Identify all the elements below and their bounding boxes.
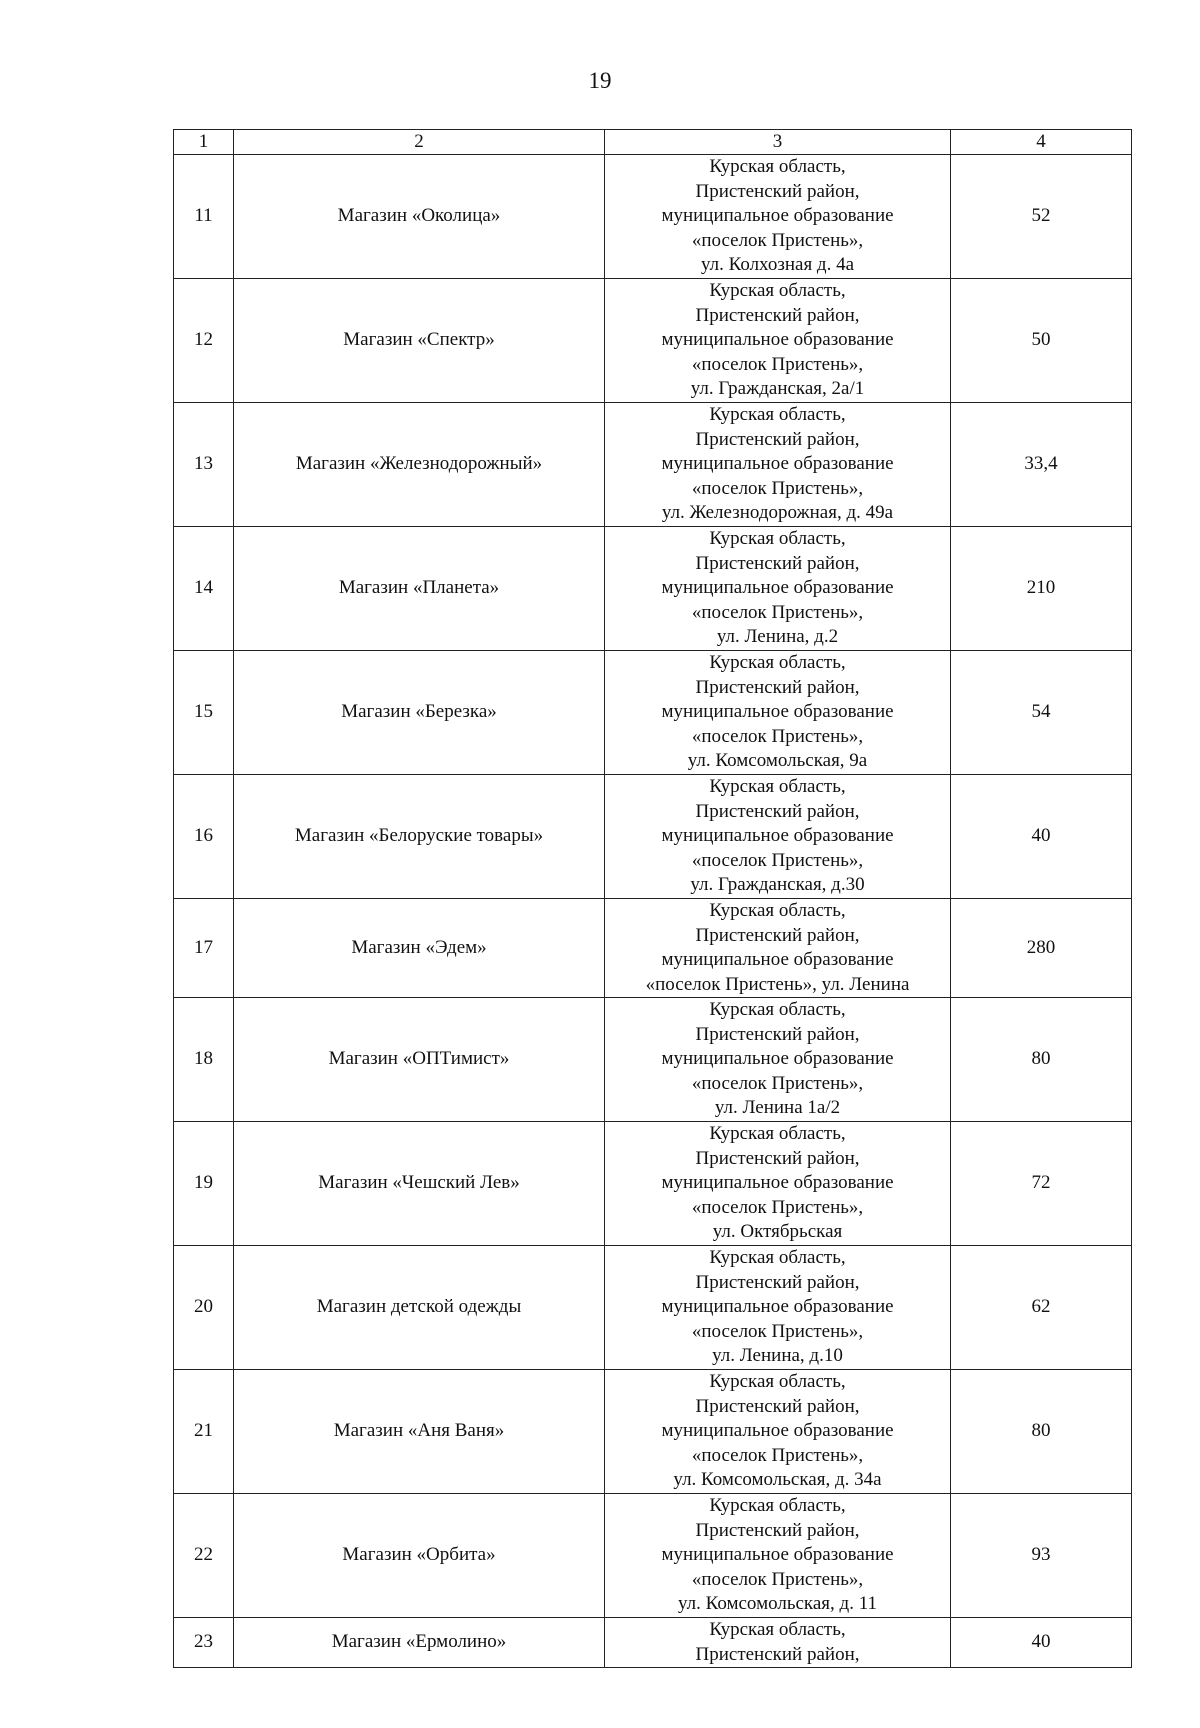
address-line: муниципальное образование bbox=[661, 825, 894, 847]
address-line: Курская область, bbox=[709, 1247, 846, 1269]
address-line: муниципальное образование bbox=[661, 949, 894, 970]
address-line: муниципальное образование bbox=[661, 453, 894, 475]
address-line: Пристенский район, bbox=[695, 1023, 860, 1045]
address-line: Пристенский район, bbox=[695, 1643, 860, 1665]
address-line: ул. Комсомольская, д. 11 bbox=[677, 1593, 878, 1615]
address-cell bbox=[605, 899, 951, 998]
area-value-cell: 280 bbox=[951, 899, 1132, 998]
address-line: «поселок Пристень», bbox=[691, 229, 864, 251]
row-number-cell: 22 bbox=[174, 1494, 234, 1618]
address-line: Пристенский район, bbox=[695, 304, 860, 326]
address-line: Пристенский район, bbox=[695, 1271, 860, 1293]
table-row bbox=[174, 1122, 1132, 1246]
area-value-cell: 93 bbox=[951, 1494, 1132, 1618]
address-cell bbox=[605, 1618, 951, 1668]
address-line: «поселок Пристень», bbox=[691, 601, 864, 623]
area-value-cell: 210 bbox=[951, 527, 1132, 651]
area-value-cell: 40 bbox=[951, 1618, 1132, 1668]
area-value-cell: 80 bbox=[951, 998, 1132, 1122]
row-number-cell: 15 bbox=[174, 651, 234, 775]
address-line: Пристенский район, bbox=[695, 800, 860, 822]
row-number-cell: 20 bbox=[174, 1246, 234, 1370]
address-line: Курская область, bbox=[709, 280, 846, 302]
header-cell: 4 bbox=[951, 130, 1132, 155]
shop-name-cell: Магазин «Березка» bbox=[234, 651, 605, 775]
address-line: Курская область, bbox=[709, 1495, 846, 1517]
row-number-cell: 14 bbox=[174, 527, 234, 651]
address-cell bbox=[605, 998, 951, 1122]
address-line: Пристенский район, bbox=[695, 1395, 860, 1417]
address-line: ул. Ленина 1а/2 bbox=[714, 1097, 841, 1119]
address-cell bbox=[605, 1122, 951, 1246]
address-line: Пристенский район, bbox=[695, 1519, 860, 1541]
area-value-cell: 54 bbox=[951, 651, 1132, 775]
table-header-row bbox=[174, 130, 1132, 155]
address-line: муниципальное образование bbox=[661, 205, 894, 227]
address-line: Курская область, bbox=[709, 404, 846, 426]
address-cell bbox=[605, 1370, 951, 1494]
address-line: ул. Гражданская, д.30 bbox=[690, 874, 865, 896]
address-cell bbox=[605, 775, 951, 899]
address-line: ул. Ленина, д.2 bbox=[716, 626, 839, 648]
address-line: «поселок Пристень», bbox=[691, 849, 864, 871]
row-number-cell: 19 bbox=[174, 1122, 234, 1246]
address-line: муниципальное образование bbox=[661, 1296, 894, 1318]
address-cell bbox=[605, 1246, 951, 1370]
row-number-cell: 21 bbox=[174, 1370, 234, 1494]
area-value-cell: 33,4 bbox=[951, 403, 1132, 527]
address-line: Пристенский район, bbox=[695, 924, 860, 946]
address-line: муниципальное образование bbox=[661, 1420, 894, 1442]
address-line: «поселок Пристень», bbox=[691, 1444, 864, 1466]
address-line: Пристенский район, bbox=[695, 180, 860, 202]
address-cell bbox=[605, 403, 951, 527]
area-value-cell: 80 bbox=[951, 1370, 1132, 1494]
address-line: ул. Октябрьская bbox=[712, 1221, 843, 1243]
shop-name-cell: Магазин «Ермолино» bbox=[234, 1618, 605, 1668]
table-row bbox=[174, 403, 1132, 527]
shop-name-cell: Магазин «Железнодорожный» bbox=[234, 403, 605, 527]
area-value-cell: 40 bbox=[951, 775, 1132, 899]
address-line: ул. Комсомольская, 9а bbox=[687, 750, 868, 772]
address-line: ул. Ленина, д.10 bbox=[712, 1345, 843, 1367]
table-row bbox=[174, 998, 1132, 1122]
address-line: муниципальное образование bbox=[661, 577, 894, 599]
table-row bbox=[174, 1618, 1132, 1668]
table-row bbox=[174, 1494, 1132, 1618]
address-line: «поселок Пристень», bbox=[691, 477, 864, 499]
address-line: «поселок Пристень», bbox=[691, 1072, 864, 1094]
header-cell: 2 bbox=[234, 130, 605, 155]
row-number-cell: 11 bbox=[174, 155, 234, 279]
table-row bbox=[174, 155, 1132, 279]
area-value-cell: 72 bbox=[951, 1122, 1132, 1246]
shop-name-cell: Магазин детской одежды bbox=[234, 1246, 605, 1370]
address-line: «поселок Пристень», bbox=[691, 1196, 864, 1218]
address-line: муниципальное образование bbox=[661, 329, 894, 351]
page-number: 19 bbox=[588, 68, 612, 93]
shop-name-cell: Магазин «Чешский Лев» bbox=[234, 1122, 605, 1246]
shop-name-cell: Магазин «Эдем» bbox=[234, 899, 605, 998]
table-row bbox=[174, 527, 1132, 651]
address-line: Пристенский район, bbox=[695, 1147, 860, 1169]
shop-name-cell: Магазин «Аня Ваня» bbox=[234, 1370, 605, 1494]
address-line: Курская область, bbox=[709, 900, 846, 921]
header-cell: 1 bbox=[174, 130, 234, 155]
shop-name-cell: Магазин «Орбита» bbox=[234, 1494, 605, 1618]
address-line: Курская область, bbox=[709, 999, 846, 1021]
table-row bbox=[174, 1370, 1132, 1494]
area-value-cell: 52 bbox=[951, 155, 1132, 279]
address-line: ул. Комсомольская, д. 34а bbox=[673, 1469, 882, 1491]
address-line: Пристенский район, bbox=[695, 676, 860, 698]
address-line: Курская область, bbox=[709, 1371, 846, 1393]
address-cell bbox=[605, 651, 951, 775]
address-line: ул. Колхозная д. 4а bbox=[700, 254, 855, 276]
address-cell bbox=[605, 1494, 951, 1618]
address-line: Курская область, bbox=[709, 1619, 846, 1640]
table-row bbox=[174, 279, 1132, 403]
address-line: Курская область, bbox=[709, 156, 846, 178]
row-number-cell: 23 bbox=[174, 1618, 234, 1668]
address-line: «поселок Пристень», bbox=[691, 725, 864, 747]
address-line: муниципальное образование bbox=[661, 701, 894, 723]
shop-name-cell: Магазин «ОПТимист» bbox=[234, 998, 605, 1122]
address-line: муниципальное образование bbox=[661, 1172, 894, 1194]
row-number-cell: 18 bbox=[174, 998, 234, 1122]
table-row bbox=[174, 1246, 1132, 1370]
address-line: Курская область, bbox=[709, 776, 846, 798]
area-value-cell: 50 bbox=[951, 279, 1132, 403]
table-row bbox=[174, 775, 1132, 899]
address-line: Курская область, bbox=[709, 652, 846, 674]
row-number-cell: 13 bbox=[174, 403, 234, 527]
address-line: ул. Железнодорожная, д. 49а bbox=[661, 502, 894, 524]
address-line: «поселок Пристень», bbox=[691, 353, 864, 375]
table-row bbox=[174, 651, 1132, 775]
address-line: ул. Гражданская, 2а/1 bbox=[690, 378, 865, 400]
address-line: муниципальное образование bbox=[661, 1544, 894, 1566]
address-line: «поселок Пристень», bbox=[691, 1320, 864, 1342]
address-line: Курская область, bbox=[709, 528, 846, 550]
address-line: Пристенский район, bbox=[695, 428, 860, 450]
address-cell bbox=[605, 155, 951, 279]
row-number-cell: 12 bbox=[174, 279, 234, 403]
address-cell bbox=[605, 279, 951, 403]
header-cell: 3 bbox=[605, 130, 951, 155]
shop-name-cell: Магазин «Белоруские товары» bbox=[234, 775, 605, 899]
row-number-cell: 17 bbox=[174, 899, 234, 998]
area-value-cell: 62 bbox=[951, 1246, 1132, 1370]
shop-name-cell: Магазин «Околица» bbox=[234, 155, 605, 279]
shop-name-cell: Магазин «Планета» bbox=[234, 527, 605, 651]
address-line: Курская область, bbox=[709, 1123, 846, 1145]
address-line: муниципальное образование bbox=[661, 1048, 894, 1070]
shop-name-cell: Магазин «Спектр» bbox=[234, 279, 605, 403]
address-cell bbox=[605, 527, 951, 651]
shops-table bbox=[173, 129, 1132, 1668]
row-number-cell: 16 bbox=[174, 775, 234, 899]
address-line: «поселок Пристень», ул. Ленина bbox=[645, 973, 910, 995]
table-row bbox=[174, 899, 1132, 998]
address-line: «поселок Пристень», bbox=[691, 1568, 864, 1590]
address-line: Пристенский район, bbox=[695, 552, 860, 574]
